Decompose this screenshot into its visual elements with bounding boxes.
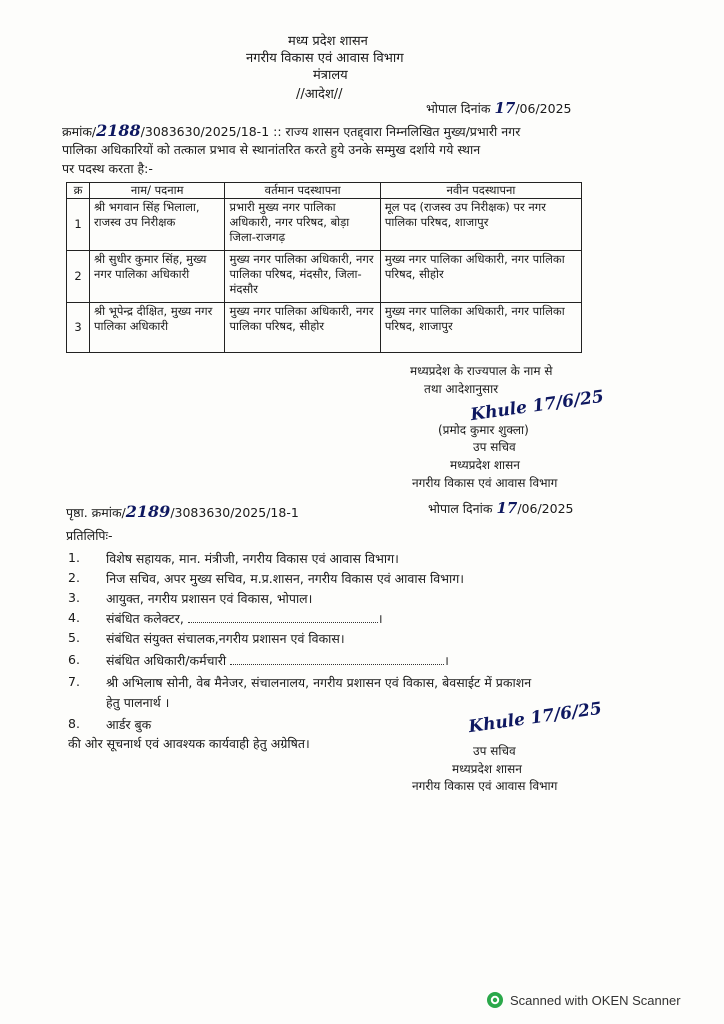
table-row: [67, 251, 582, 303]
signatory-org1: मध्यप्रदेश शासन: [450, 458, 520, 472]
header-name: नाम/ पदनाम: [89, 183, 224, 199]
order-body-line3: पर पदस्थ करता है:-: [62, 161, 153, 176]
list-item-text: संबंधित कलेक्टर,: [106, 611, 184, 626]
row-sr: 1: [67, 199, 90, 251]
row-name: श्री भगवान सिंह भिलाला, राजस्व उप निरीक्षक: [89, 199, 224, 251]
table-header-row: [67, 183, 582, 199]
list-item-number: 7.: [68, 674, 80, 689]
by-order-line: तथा आदेशानुसार: [424, 382, 499, 396]
row-new-posting: मूल पद (राजस्व उप निरीक्षक) पर नगर पालिका परिषद, शाजापुर: [380, 199, 581, 251]
closing-line: की ओर सूचनार्थ एवं आवश्यक कार्यवाही हेतु अग्रेषित।: [68, 736, 310, 751]
row-name: श्री सुधीर कुमार सिंह, मुख्य नगर पालिका अधिकारी: [89, 251, 224, 303]
order-number-prefix: क्रमांक/: [62, 124, 97, 139]
endorsement-date-rest: /06/2025: [517, 501, 574, 516]
date-rest: /06/2025: [515, 101, 572, 116]
date-day-handwritten: 17: [494, 99, 516, 117]
list-item: श्री अभिलाष सोनी, वेब मैनेजर, संचालनालय, नगरीय प्रशासन एवं विकास, बेवसाईट में प्रकाशन: [106, 675, 532, 690]
order-number-suffix: /3083630/2025/18-1 :: राज्य शासन एतद्द्वारा निम्नलिखित मुख्य/प्रभारी नगर: [140, 124, 521, 139]
list-item: विशेष सहायक, मान. मंत्रीजी, नगरीय विकास एवं आवास विभाग।: [106, 551, 399, 566]
endorsement-number-prefix: पृष्ठा. क्रमांक/: [66, 505, 126, 520]
list-item-text: संबंधित अधिकारी/कर्मचारी: [106, 653, 227, 668]
list-item: संबंधित संयुक्त संचालक,नगरीय प्रशासन एवं विकास।: [106, 631, 345, 646]
signature-handwriting-2: Khule 17/6/25: [467, 698, 603, 738]
list-item-number: 6.: [68, 652, 80, 667]
header-sr: क्र: [67, 183, 90, 199]
list-item-number: 3.: [68, 590, 80, 605]
scanner-text: Scanned with OKEN Scanner: [510, 992, 681, 1008]
table-row: [67, 199, 582, 251]
list-item-number: 4.: [68, 610, 80, 625]
list-item: आर्डर बुक: [106, 717, 152, 732]
endorsement-number-handwritten: 2189: [125, 502, 171, 521]
header-current-posting: वर्तमान पदस्थापना: [225, 183, 380, 199]
header-government: मध्य प्रदेश शासन: [288, 34, 368, 49]
list-item-number: 1.: [68, 550, 80, 565]
list-item-number: 2.: [68, 570, 80, 585]
scanner-watermark: [486, 990, 681, 1010]
order-body-line2: पालिका अधिकारियों को तत्काल प्रभाव से स्थानांतरित करते हुये उनके सम्मुख दर्शाये गये स्थान: [62, 142, 481, 157]
list-item-number: 5.: [68, 630, 80, 645]
order-date: [426, 99, 571, 117]
signatory-org2: नगरीय विकास एवं आवास विभाग: [412, 476, 558, 490]
endorsement-date: [428, 499, 573, 517]
row-sr: 3: [67, 303, 90, 353]
endorsement-date-label: भोपाल दिनांक: [428, 501, 493, 516]
list-item: संबंधित कलेक्टर, ।: [106, 611, 383, 626]
row-current-posting: प्रभारी मुख्य नगर पालिका अधिकारी, नगर परिषद, बोड़ा जिला-राजगढ़: [225, 199, 380, 251]
order-number-line: [62, 121, 520, 140]
oken-logo-icon: [486, 991, 504, 1009]
blank-line: [188, 622, 378, 623]
endorsement-number-line: [66, 502, 299, 521]
list-item: संबंधित अधिकारी/कर्मचारी ।: [106, 653, 449, 668]
row-current-posting: मुख्य नगर पालिका अधिकारी, नगर पालिका परिषद, मंदसौर, जिला-मंदसौर: [225, 251, 380, 303]
header-new-posting: नवीन पदस्थापना: [380, 183, 581, 199]
row-current-posting: मुख्य नगर पालिका अधिकारी, नगर पालिका परिषद, सीहोर: [225, 303, 380, 353]
header-department: नगरीय विकास एवं आवास विभाग: [246, 51, 404, 66]
list-item-continuation: हेतु पालनार्थ ।: [106, 695, 170, 710]
date-label: भोपाल दिनांक: [426, 101, 491, 116]
endorsement-number-suffix: /3083630/2025/18-1: [170, 505, 299, 520]
signatory-designation: उप सचिव: [473, 440, 516, 454]
list-item-number: 8.: [68, 716, 80, 731]
order-number-handwritten: 2188: [96, 121, 141, 140]
signatory-name: (प्रमोद कुमार शुक्ला): [438, 423, 529, 437]
row-sr: 2: [67, 251, 90, 303]
row-new-posting: मुख्य नगर पालिका अधिकारी, नगर पालिका परिषद, शाजापुर: [380, 303, 581, 353]
table-row: [67, 303, 582, 353]
signatory2-org2: नगरीय विकास एवं आवास विभाग: [412, 779, 558, 793]
header-order-title: //आदेश//: [296, 87, 343, 102]
signatory2-org1: मध्यप्रदेश शासन: [452, 762, 522, 776]
list-item: निज सचिव, अपर मुख्य सचिव, म.प्र.शासन, नगरीय विकास एवं आवास विभाग।: [106, 571, 465, 586]
copy-to-label: प्रतिलिपिः-: [66, 528, 113, 543]
transfer-table: [66, 182, 582, 353]
endorsement-date-day: 17: [496, 499, 518, 517]
row-name: श्री भूपेन्द्र दीक्षित, मुख्य नगर पालिका अधिकारी: [89, 303, 224, 353]
blank-line: [230, 664, 444, 665]
signature-handwriting-1: Khule 17/6/25: [469, 386, 605, 426]
header-ministry: मंत्रालय: [313, 68, 348, 83]
list-item: आयुक्त, नगरीय प्रशासन एवं विकास, भोपाल।: [106, 591, 313, 606]
governor-name-line: मध्यप्रदेश के राज्यपाल के नाम से: [410, 364, 553, 378]
row-new-posting: मुख्य नगर पालिका अधिकारी, नगर पालिका परिषद, सीहोर: [380, 251, 581, 303]
signatory2-designation: उप सचिव: [473, 744, 516, 758]
